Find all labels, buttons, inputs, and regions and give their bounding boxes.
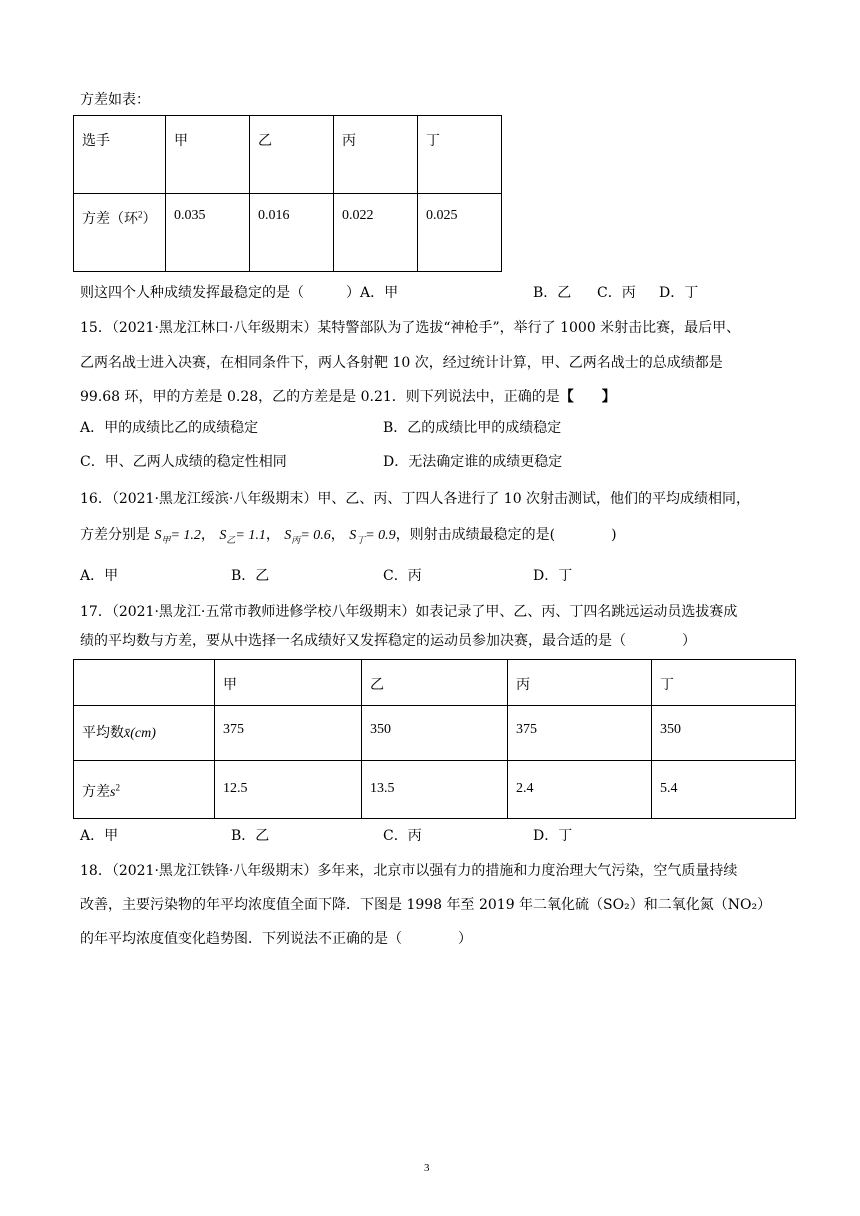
q14-stem: 则这四个人种成绩发挥最稳定的是（ ）A．甲	[80, 285, 399, 301]
table-cell: 乙	[250, 116, 334, 194]
variance-symbol: s	[110, 785, 116, 800]
table-row	[74, 116, 502, 194]
q17-option-a: A．甲	[80, 828, 119, 844]
sub-ding: 丁	[356, 534, 366, 545]
table-cell: 丙	[334, 116, 418, 194]
table-cell-label	[74, 761, 215, 819]
mean-label: 平均数	[82, 726, 124, 741]
q17-option-b: B．乙	[231, 828, 270, 844]
table-cell: 0.022	[334, 194, 418, 272]
q16-option-d: D．丁	[533, 568, 573, 584]
q15-line-3	[80, 387, 616, 407]
row-label-sup: 2	[138, 209, 143, 220]
variance-sup: 2	[115, 782, 120, 793]
q16-line-2-suffix: ，则射击成绩最稳定的是( )	[395, 527, 617, 543]
q17-option-d: D．丁	[533, 828, 573, 844]
q16-option-b: B．乙	[231, 568, 270, 584]
q18-line-2: 改善，主要污染物的年平均浓度值全面下降．下图是 1998 年至 2019 年二氧化硫（SO₂）和二氧化氮（NO₂）	[80, 897, 772, 913]
variance-bing: $S_丙= 0.6$	[284, 528, 331, 545]
q16-option-c: C．丙	[383, 568, 422, 584]
table-cell: 乙	[362, 660, 508, 706]
q15-line-2: 乙两名战士进入决赛，在相同条件下，两人各射靶 10 次，经过统计计算，甲、乙两名战士的总成绩都是	[80, 355, 723, 371]
variance-jia: $S_甲= 1.2$	[154, 528, 201, 545]
q15-option-a: A．甲的成绩比乙的成绩稳定	[80, 420, 259, 436]
q18-line-3: 的年平均浓度值变化趋势图．下列说法不正确的是（ ）	[80, 931, 472, 947]
sub-bing: 丙	[291, 534, 301, 545]
mean-symbol: x̄(cm)	[124, 726, 156, 741]
intro-line: 方差如表：	[80, 92, 150, 108]
table-cell: 甲	[215, 660, 362, 706]
table-cell: 丙	[508, 660, 652, 706]
page-number: 3	[424, 1162, 430, 1174]
table-cell	[74, 660, 215, 706]
q18-line-1: 18．（2021·黑龙江铁锋·八年级期末）多年来，北京市以强有力的措施和力度治理大气污染，空气质量持续	[80, 863, 738, 879]
q16-line-2-prefix: 方差分别是	[80, 527, 150, 543]
q17-option-c: C．丙	[383, 828, 422, 844]
table-cell: 甲	[166, 116, 250, 194]
variance-ding: $S_丁= 0.9$	[349, 528, 396, 545]
q16-option-a: A．甲	[80, 568, 119, 584]
q17-line-1: 17．（2021·黑龙江·五常市教师进修学校八年级期末）如表记录了甲、乙、丙、丁四名跳远运动员选拔赛成	[80, 604, 738, 620]
q15-line-1: 15．（2021·黑龙江林口·八年级期末）某特警部队为了选拔“神枪手”，举行了 1000 米射击比赛，最后甲、	[80, 320, 741, 336]
value-bing: = 0.6	[300, 528, 331, 543]
q15-option-d: D．无法确定谁的成绩更稳定	[383, 454, 563, 470]
table-cell: 375	[508, 706, 652, 761]
value-yi: = 1.1	[235, 528, 266, 543]
table-row	[74, 761, 796, 819]
mean-variance-table	[73, 659, 796, 819]
table-cell: 丁	[652, 660, 796, 706]
q14-option-b: B．乙	[533, 285, 572, 301]
value-ding: = 0.9	[365, 528, 396, 543]
variance-yi: $S_乙= 1.1$	[219, 528, 266, 545]
table-cell: 0.035	[166, 194, 250, 272]
table-cell: 375	[215, 706, 362, 761]
row-label: 方差（环	[82, 212, 138, 227]
table-row	[74, 660, 796, 706]
row-label-close: ）	[142, 212, 157, 227]
q15-option-b: B．乙的成绩比甲的成绩稳定	[383, 420, 562, 436]
q15-option-c: C．甲、乙两人成绩的稳定性相同	[80, 454, 287, 470]
table-cell: 13.5	[362, 761, 508, 819]
q14-option-d: D．丁	[659, 285, 699, 301]
table-cell-label	[74, 706, 215, 761]
q17-line-2: 绩的平均数与方差，要从中选择一名成绩好又发挥稳定的运动员参加决赛，最合适的是（ ）	[80, 633, 696, 649]
table-cell: 350	[362, 706, 508, 761]
table-cell-label	[74, 194, 166, 272]
table-cell: 2.4	[508, 761, 652, 819]
table-row	[74, 194, 502, 272]
q15-line-3-text: 99.68 环，甲的方差是 0.28，乙的方差是是 0.21．则下列说法中，正确的是	[80, 389, 560, 405]
table-cell: 350	[652, 706, 796, 761]
table-cell: 5.4	[652, 761, 796, 819]
q15-answer-bracket: 【 】	[559, 389, 616, 405]
sub-yi: 乙	[226, 534, 236, 545]
table-cell: 0.016	[250, 194, 334, 272]
q16-line-1: 16．（2021·黑龙江绥滨·八年级期末）甲、乙、丙、丁四人各进行了 10 次射击测试，他们的平均成绩相同，	[80, 491, 751, 507]
table-cell: 丁	[418, 116, 502, 194]
table-row	[74, 706, 796, 761]
value-jia: = 1.2	[170, 528, 201, 543]
variance-table-1	[73, 115, 502, 272]
table-cell: 12.5	[215, 761, 362, 819]
q14-option-c: C．丙	[597, 285, 636, 301]
table-cell: 选手	[74, 116, 166, 194]
table-cell: 0.025	[418, 194, 502, 272]
variance-label: 方差	[82, 785, 110, 800]
q16-line-2: 方差分别是 $S_甲= 1.2$， $S_乙= 1.1$， $S_丙= 0.6$， $S_丁= 0.9$，则射击成绩最稳定的是( )	[80, 527, 617, 545]
sub-jia: 甲	[161, 534, 171, 545]
